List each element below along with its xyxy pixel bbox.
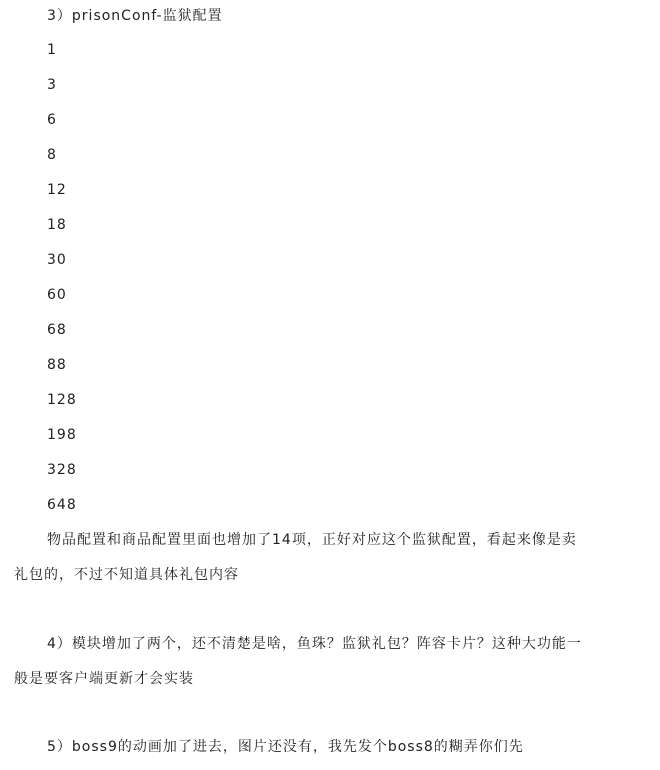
prison-value-2: 3 xyxy=(47,77,57,93)
prison-value-13: 328 xyxy=(47,462,77,478)
section-4-line-1: 4）模块增加了两个，还不清楚是啥，鱼珠？监狱礼包？阵容卡片？这种大功能一 xyxy=(47,636,582,652)
prison-value-7: 30 xyxy=(47,252,67,268)
prison-value-8: 60 xyxy=(47,287,67,303)
prison-value-9: 68 xyxy=(47,322,67,338)
section-4-line-2: 般是要客户端更新才会实装 xyxy=(14,671,194,687)
prison-value-6: 18 xyxy=(47,217,67,233)
paragraph-1-line-1: 物品配置和商品配置里面也增加了14项，正好对应这个监狱配置，看起来像是卖 xyxy=(47,532,577,548)
prison-value-5: 12 xyxy=(47,182,67,198)
prison-value-10: 88 xyxy=(47,357,67,373)
prison-value-1: 1 xyxy=(47,42,57,58)
prison-value-11: 128 xyxy=(47,392,77,408)
prison-value-4: 8 xyxy=(47,147,57,163)
paragraph-1-line-2: 礼包的，不过不知道具体礼包内容 xyxy=(14,567,239,583)
prison-value-12: 198 xyxy=(47,427,77,443)
section-3-heading: 3）prisonConf-监狱配置 xyxy=(47,8,223,24)
prison-value-14: 648 xyxy=(47,497,77,513)
prison-value-3: 6 xyxy=(47,112,57,128)
section-5-line-1: 5）boss9的动画加了进去，图片还没有，我先发个boss8的糊弄你们先 xyxy=(47,739,524,755)
